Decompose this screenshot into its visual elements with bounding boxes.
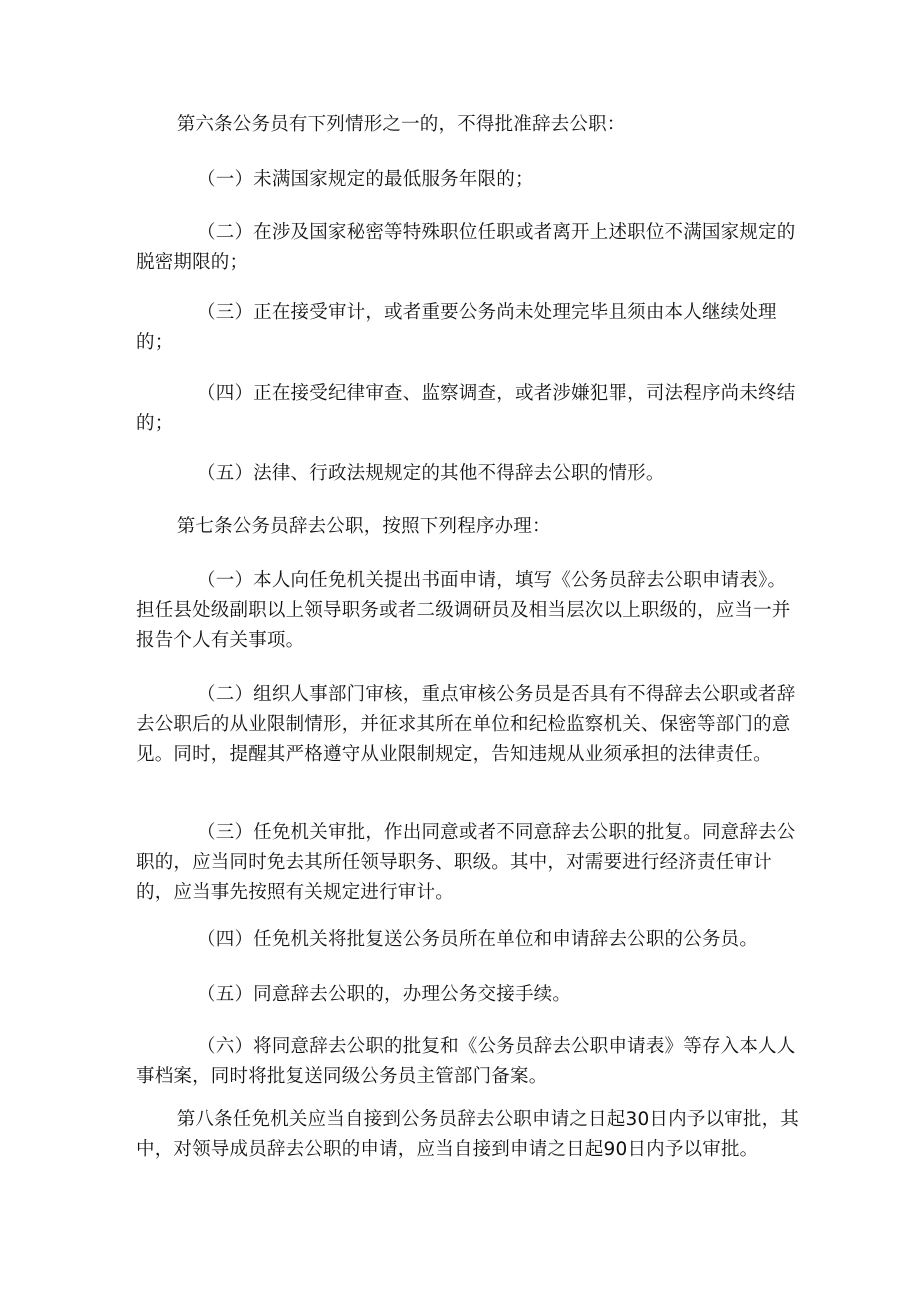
- article-7-item-2: （二）组织人事部门审核，重点审核公务员是否具有不得辞去公职或者辞去公职后的从业限制情形，并征求其所在单位和纪检监察机关、保密等部门的意见。同时，提醒其严格遵守从业限制规定，告知违规从业须承担的法律责任。: [136, 684, 796, 765]
- article-7-heading: 第七条公务员辞去公职，按照下列程序办理：: [176, 516, 551, 537]
- article-7-item-6: （六）将同意辞去公职的批复和《公务员辞去公职申请表》等存入本人人事档案，同时将批复送同级公务员主管部门备案。: [136, 1036, 796, 1087]
- article-6-item-4: （四）正在接受纪律审查、监察调查，或者涉嫌犯罪，司法程序尚未终结的；: [136, 383, 796, 434]
- article-6-item-5: （五）法律、行政法规规定的其他不得辞去公职的情形。: [197, 463, 665, 484]
- article-6-item-1: （一）未满国家规定的最低服务年限的；: [197, 169, 534, 190]
- article-7-item-1: （一）本人向任免机关提出书面申请，填写《公务员辞去公职申请表》。担任县处级副职以上领导职务或者二级调研员及相当层次以上职级的，应当一并报告个人有关事项。: [136, 570, 791, 651]
- article-7-item-4: （四）任免机关将批复送公务员所在单位和申请辞去公职的公务员。: [197, 929, 759, 950]
- article-7-item-5: （五）同意辞去公职的，办理公务交接手续。: [197, 984, 572, 1005]
- article-8-text: 第八条任免机关应当自接到公务员辞去公职申请之日起30日内予以审批，其中，对领导成员辞去公职的申请，应当自接到申请之日起90日内予以审批。: [136, 1109, 800, 1160]
- article-6-item-3: （三）正在接受审计，或者重要公务尚未处理完毕且须由本人继续处理的；: [136, 302, 777, 353]
- article-6-heading: 第六条公务员有下列情形之一的，不得批准辞去公职：: [176, 114, 626, 135]
- article-7-item-3: （三）任免机关审批，作出同意或者不同意辞去公职的批复。同意辞去公职的，应当同时免去其所任领导职务、职级。其中，对需要进行经济责任审计的，应当事先按照有关规定进行审计。: [136, 822, 796, 903]
- article-6-item-2: （二）在涉及国家秘密等特殊职位任职或者离开上述职位不满国家规定的脱密期限的；: [136, 222, 796, 273]
